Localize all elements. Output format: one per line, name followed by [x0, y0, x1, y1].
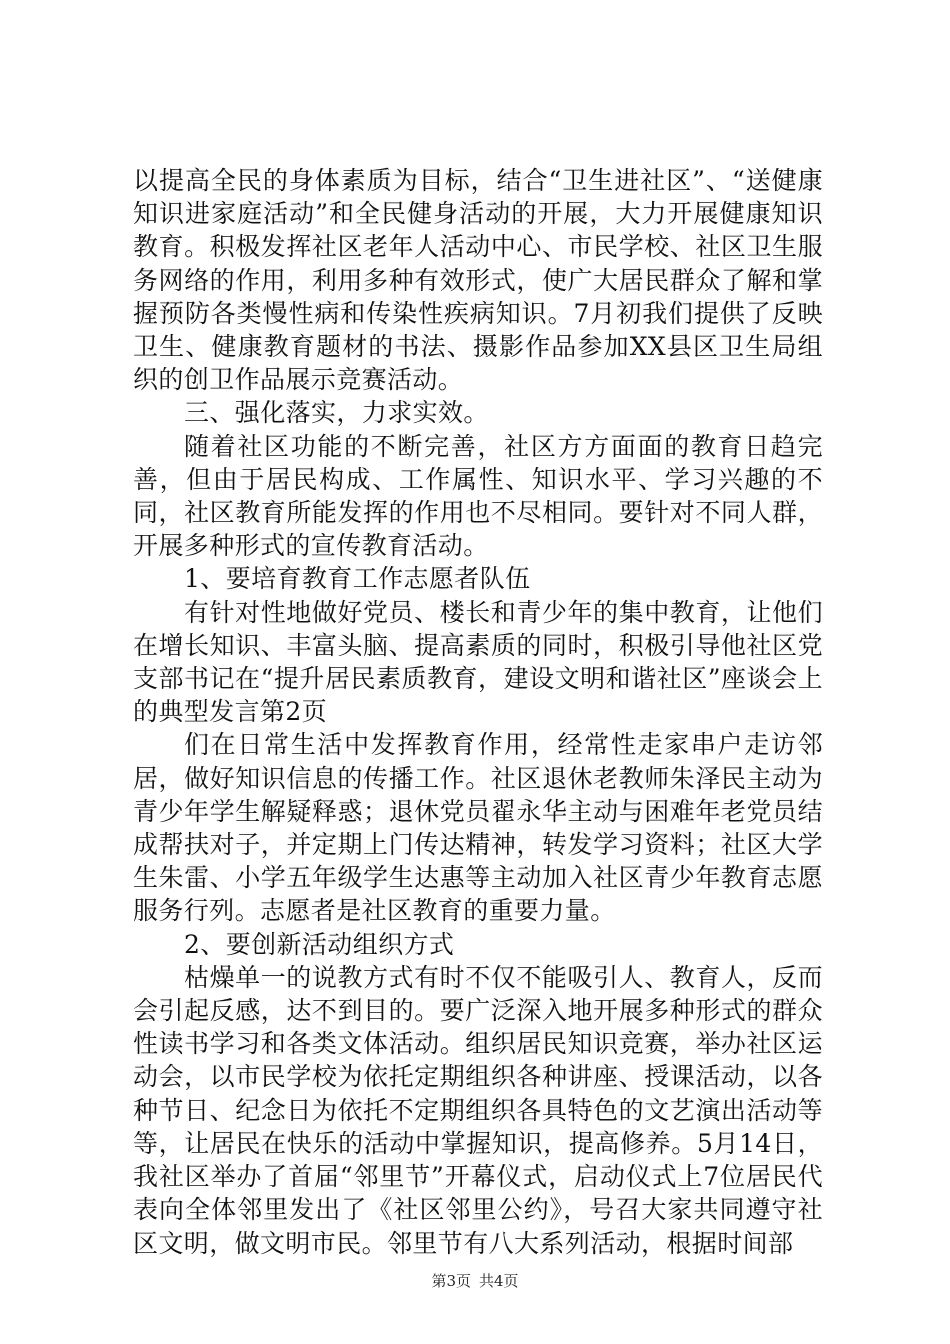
page-total: 共4页: [479, 1272, 519, 1290]
subheading-volunteer-team: 1、要培育教育工作志愿者队伍: [184, 564, 531, 594]
page-footer: [0, 1270, 950, 1291]
paragraph-health-education: 以提高全民的身体素质为目标，结合“卫生进社区”、“送健康知识进家庭活动”和全民健身活动的开展，大力开展健康知识教育。积极发挥社区老年人活动中心、市民学校、社区卫生服务网络的作用，利用多种有效形式，使广大居民群众了解和掌握预防各类慢性病和传染性疾病知识。7月初我们提供了反映卫生、健康教育题材的书法、摄影作品参加XX县区卫生局组织的创卫作品展示竞赛活动。: [133, 166, 823, 395]
paragraph-community-function: 随着社区功能的不断完善，社区方方面面的教育日趋完善，但由于居民构成、工作属性、知识水平、学习兴趣的不同，社区教育所能发挥的作用也不尽相同。要针对不同人群，开展多种形式的宣传教育活动。: [133, 431, 823, 561]
page-number: 第3页: [431, 1272, 471, 1290]
paragraph-targeted-education: 有针对性地做好党员、楼长和青少年的集中教育，让他们在增长知识、丰富头脑、提高素质的同时，积极引导他社区党支部书记在“提升居民素质教育，建设文明和谐社区”座谈会上的典型发言第2页: [133, 597, 823, 727]
section-heading-3: 三、强化落实，力求实效。: [184, 398, 489, 428]
subheading-activity-innovation: 2、要创新活动组织方式: [184, 929, 455, 959]
paragraph-daily-life-role: 们在日常生活中发挥教育作用，经常性走家串户走访邻居，做好知识信息的传播工作。社区退休老教师朱泽民主动为青少年学生解疑释惑；退休党员翟永华主动与困难年老党员结成帮扶对子，并定期上门传达精神，转发学习资料；社区大学生朱雷、小学五年级学生达惠等主动加入社区青少年教育志愿服务行列。志愿者是社区教育的重要力量。: [133, 730, 823, 926]
paragraph-activities: 枯燥单一的说教方式有时不仅不能吸引人、教育人，反而会引起反感，达不到目的。要广泛深入地开展多种形式的群众性读书学习和各类文体活动。组织居民知识竞赛，举办社区运动会，以市民学校为依托定期组织各种讲座、授课活动，以各种节日、纪念日为依托不定期组织各具特色的文艺演出活动等等，让居民在快乐的活动中掌握知识，提高修养。5月14日，我社区举办了首届“邻里节”开幕仪式，启动仪式上7位居民代表向全体邻里发出了《社区邻里公约》，号召大家共同遵守社区文明，做文明市民。邻里节有八大系列活动，根据时间部: [133, 962, 823, 1258]
document-body: [133, 164, 823, 1260]
